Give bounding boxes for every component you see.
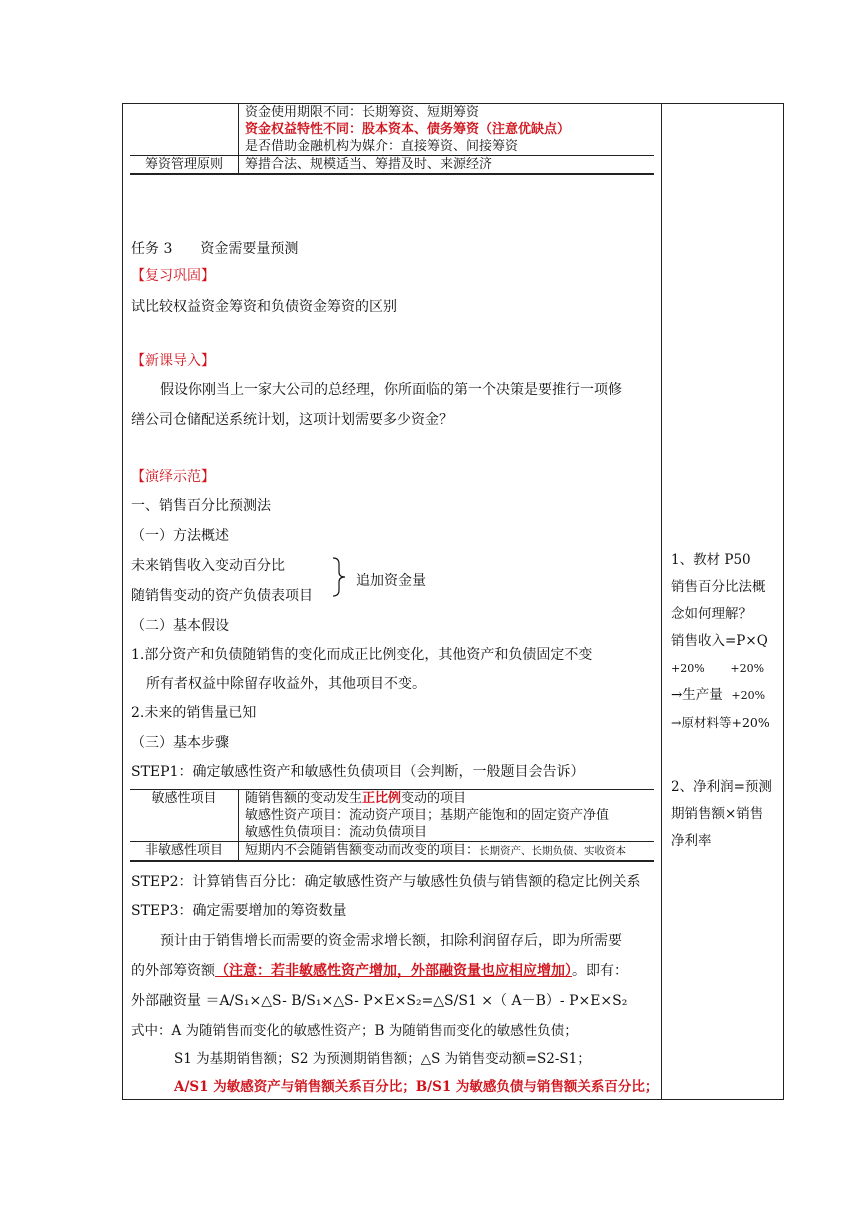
financing-type-2: 资金权益特性不同：股本资本、债务筹资（注意优缺点）	[245, 122, 571, 137]
formula-legend-1: 式中：A 为随销售而变化的敏感性资产；B 为随销售而变化的敏感性负债；	[131, 1023, 578, 1039]
overview-result: 追加资金量	[356, 573, 426, 589]
sensitive-definition: 随销售额的变动发生正比例变动的项目	[245, 791, 467, 806]
side-note-line: 净利率	[671, 833, 712, 849]
table-cell-label: 敏感性项目	[130, 790, 239, 842]
formula-legend-3: A/S1 为敏感资产与销售额关系百分比；B/S1 为敏感负债与销售额关系百分比；	[174, 1079, 659, 1095]
curly-brace-icon	[330, 557, 348, 597]
assumption-2: 2.未来的销售量已知	[131, 705, 257, 721]
side-note-line: 销售收入=P×Q	[671, 633, 768, 649]
table-cell-content	[239, 790, 655, 842]
sensitive-liabilities: 敏感性负债项目：流动负债项目	[245, 825, 428, 840]
intro-line-1: 假设你刚当上一家大公司的总经理，你所面临的第一个决策是要推行一项修	[160, 382, 622, 398]
subsection-2-title: （二）基本假设	[131, 618, 229, 634]
intro-heading: 【新课导入】	[131, 353, 215, 369]
sensitivity-table	[130, 789, 654, 862]
side-note-line: 销售百分比法概	[671, 579, 766, 595]
table-cell-content	[239, 104, 655, 156]
financing-type-1: 资金使用期限不同：长期筹资、短期筹资	[245, 105, 480, 120]
overview-item-b: 随销售变动的资产负债表项目	[131, 588, 313, 604]
table-cell-label	[130, 104, 239, 156]
financing-table	[130, 103, 654, 175]
subsection-3-title: （三）基本步骤	[131, 735, 229, 751]
table-cell-content: 短期内不会随销售额变动而改变的项目：长期资产、长期负债、实收资本	[239, 842, 655, 862]
intro-line-2: 缮公司仓储配送系统计划，这项计划需要多少资金？	[131, 412, 453, 428]
side-note-line: →原材料等+20%	[671, 715, 770, 730]
task-title: 任务 3 资金需要量预测	[131, 241, 299, 257]
side-note-line: +20% +20%	[671, 662, 765, 675]
overview-item-a: 未来销售收入变动百分比	[131, 558, 285, 574]
step-3: STEP3：确定需要增加的筹资数量	[131, 903, 347, 919]
step-1: STEP1：确定敏感性资产和敏感性负债项目（会判断，一般题目会告诉）	[131, 764, 585, 780]
paragraph-line-2: 的外部筹资额（注意：若非敏感性资产增加，外部融资量也应相应增加）。即有：	[131, 963, 628, 979]
section-1-title: 一、销售百分比预测法	[131, 498, 271, 514]
formula: 外部融资量 ＝A/S₁×△S- B/S₁×△S- P×E×S₂=△S/S1 ×（ A－B）- P×E×S₂	[131, 993, 628, 1009]
subsection-1-title: （一）方法概述	[131, 528, 229, 544]
review-text: 试比较权益资金筹资和负债资金筹资的区别	[131, 299, 397, 315]
side-note-line: 1、教材 P50	[671, 552, 751, 568]
side-note-line: 期销售额×销售	[671, 806, 764, 822]
paragraph-line-1: 预计由于销售增长而需要的资金需求增长额，扣除利润留存后，即为所需要	[160, 933, 622, 949]
step-2: STEP2：计算销售百分比：确定敏感性资产与敏感性负债与销售额的稳定比例关系	[131, 874, 641, 890]
side-note-2	[671, 774, 781, 855]
side-note-1	[671, 547, 781, 736]
table-cell-label: 筹资管理原则	[130, 156, 239, 175]
table-cell-content: 筹措合法、规模适当、筹措及时、来源经济	[239, 156, 655, 175]
assumption-1b: 所有者权益中除留存收益外，其他项目不变。	[146, 676, 426, 692]
sensitive-assets: 敏感性资产项目：流动资产项目；基期产能饱和的固定资产净值	[245, 808, 610, 823]
review-heading: 【复习巩固】	[131, 268, 215, 284]
side-note-line: →生产量 +20%	[671, 687, 766, 703]
financing-type-3: 是否借助金融机构为媒介：直接筹资、间接筹资	[245, 139, 519, 154]
side-note-line: 2、净利润=预测	[671, 779, 772, 795]
column-divider	[661, 103, 662, 1100]
formula-legend-2: S1 为基期销售额；S2 为预测期销售额；△S 为销售变动额=S2-S1；	[174, 1051, 591, 1067]
demo-heading: 【演绎示范】	[131, 469, 215, 485]
table-cell-label: 非敏感性项目	[130, 842, 239, 862]
assumption-1: 1.部分资产和负债随销售的变化而成正比例变化，其他资产和负债固定不变	[131, 647, 593, 663]
side-note-line: 念如何理解？	[671, 606, 752, 622]
